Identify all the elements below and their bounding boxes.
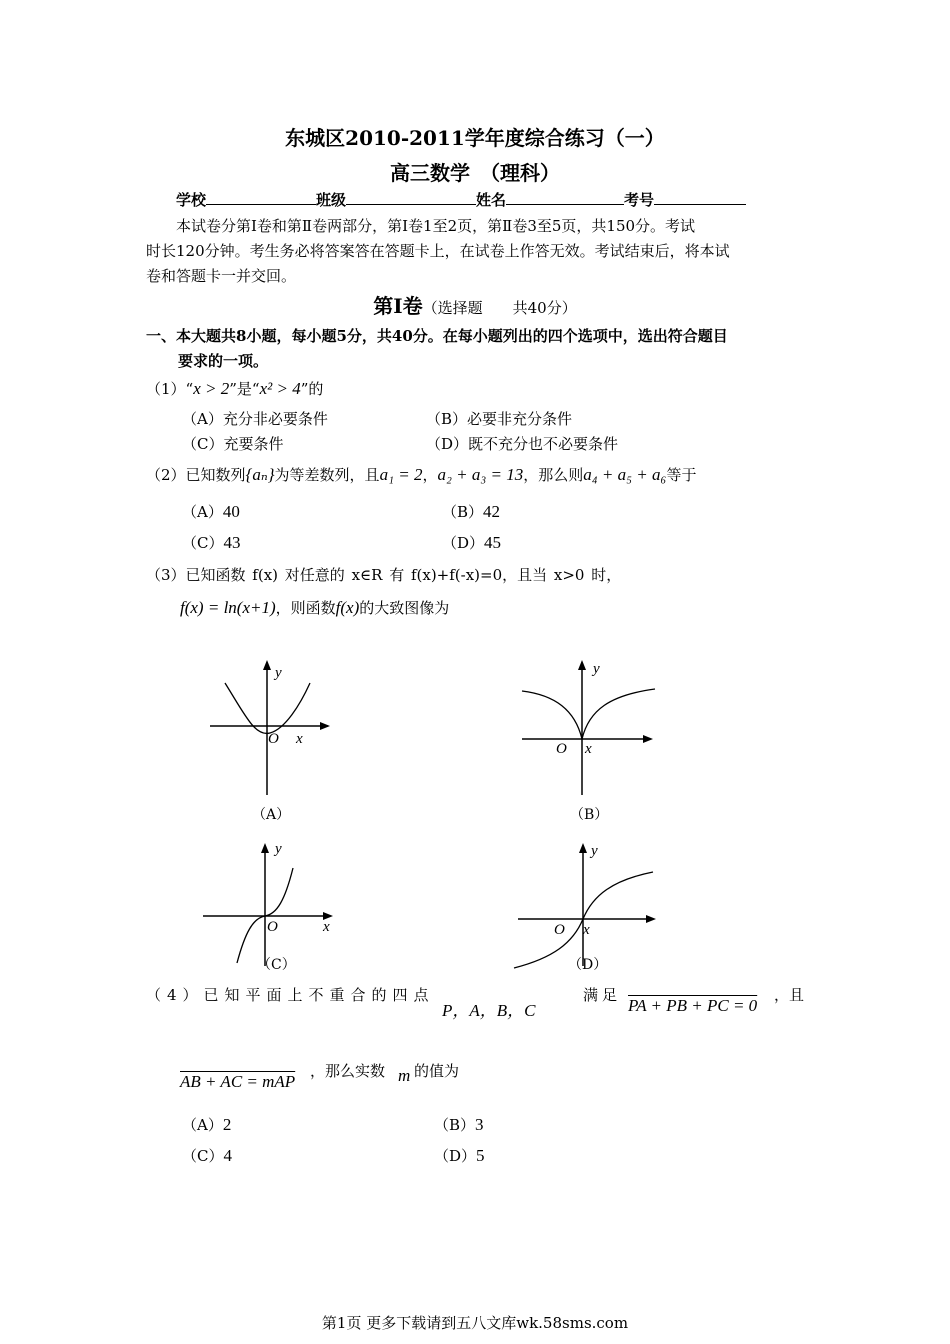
q2-number: （2）已知数列: [146, 466, 246, 484]
q1-number: （1）: [146, 380, 186, 398]
intro-line3: 卷和答题卡一并交回。: [146, 267, 297, 285]
q4-option-c[interactable]: （C）4: [182, 1146, 232, 1165]
q2-text-1: 为等差数列，且: [274, 466, 380, 484]
graph-d[interactable]: [508, 838, 658, 970]
field-name-label: 姓名: [476, 191, 507, 209]
q2-text-2: ，那么则: [523, 466, 584, 484]
q2-condition-2: a₂ + a₃ = 13: [437, 465, 524, 484]
question-2: [146, 464, 696, 485]
q2-option-d[interactable]: （D）45: [442, 533, 502, 552]
q2-option-a[interactable]: （A）40: [182, 502, 240, 521]
q4-variable-m: m: [398, 1066, 411, 1085]
q1-quote-open: “: [185, 380, 194, 398]
q4-option-d[interactable]: （D）5: [434, 1146, 485, 1165]
q4-option-a[interactable]: （A）2: [182, 1115, 232, 1134]
section-header: [0, 290, 950, 319]
q1-option-b[interactable]: （B）必要非充分条件: [426, 410, 573, 428]
q4-vector-equation-2: AB + AC = mAP: [180, 1072, 296, 1091]
graph-a[interactable]: [200, 655, 340, 800]
q4-text-and: ，且: [774, 986, 805, 1004]
svg-text:x: x: [296, 731, 303, 747]
q2-sequence: {aₙ}: [245, 465, 275, 484]
svg-text:O: O: [267, 919, 278, 935]
q1-quote-mid: ”是“: [229, 380, 260, 398]
q4-option-b[interactable]: （B）3: [434, 1115, 484, 1134]
svg-text:y: y: [593, 661, 600, 677]
q4-text-value: 的值为: [414, 1062, 460, 1080]
q3-function-def: f(x) = ln(x+1): [180, 598, 276, 617]
svg-text:y: y: [275, 841, 282, 857]
q2-text-3: 等于: [666, 466, 697, 484]
q2-option-b[interactable]: （B）42: [442, 502, 501, 521]
student-info-fields: [176, 189, 746, 210]
svg-text:y: y: [591, 843, 598, 859]
q1-option-c[interactable]: （C）充要条件: [182, 435, 284, 453]
part1-instruction-line1: 一、本大题共8小题，每小题5分，共40分。在每小题列出的四个选项中，选出符合题目: [146, 327, 728, 345]
graph-a-caption: （A）: [252, 807, 291, 823]
q1-option-d[interactable]: （D）既不充分也不必要条件: [426, 435, 619, 453]
field-name-blank[interactable]: [506, 190, 624, 205]
q3-line2: f(x) = ln(x+1)，则函数f(x)的大致图像为: [180, 598, 450, 617]
q2-expression: a₄ + a₅ + a₆: [583, 465, 667, 484]
q4-text-satisfy: 满足: [583, 986, 622, 1004]
q4-vector-equation-1: PA + PB + PC = 0: [628, 996, 758, 1015]
q2-option-c[interactable]: （C）43: [182, 533, 241, 552]
svg-text:x: x: [585, 741, 592, 757]
q4-points: P，A，B，C: [442, 1001, 536, 1020]
svg-text:O: O: [556, 741, 567, 757]
svg-text:O: O: [268, 731, 279, 747]
svg-text:O: O: [554, 922, 565, 938]
q1-condition-1: x > 2: [193, 379, 230, 398]
page-footer: 第1页 更多下载请到五八文库wk.58sms.com: [321, 1314, 629, 1332]
svg-text:x: x: [323, 919, 330, 935]
intro-line2: 时长120分钟。考生务必将答案答在答题卡上，在试卷上作答无效。考试结束后，将本试: [146, 242, 730, 260]
part1-instruction-line2: 要求的一项。: [178, 352, 269, 370]
field-number-label: 考号: [624, 191, 655, 209]
field-class-label: 班级: [316, 191, 347, 209]
graph-b[interactable]: [510, 655, 660, 800]
svg-text:x: x: [583, 922, 590, 938]
section-note: （选择题 共40分）: [422, 299, 577, 317]
graph-c[interactable]: [195, 838, 345, 968]
q4-line1: （4）已知平面上不重合的四点: [146, 986, 435, 1004]
q1-quote-close: ”的: [300, 380, 324, 398]
field-school-blank[interactable]: [206, 190, 316, 205]
intro-line1: 本试卷分第Ⅰ卷和第Ⅱ卷两部分，第Ⅰ卷1至2页，第Ⅱ卷3至5页，共150分。考试: [176, 217, 696, 235]
graph-c-caption: （C）: [257, 957, 296, 973]
field-number-blank[interactable]: [654, 190, 746, 205]
question-1: [146, 378, 323, 399]
graph-b-caption: （B）: [570, 807, 609, 823]
q2-condition-1: a₁ = 2: [379, 465, 423, 484]
exam-subtitle: 高三数学 （理科）: [390, 161, 560, 185]
exam-title: 东城区2010-2011学年度综合练习（一）: [285, 126, 665, 150]
q1-option-a[interactable]: （A）充分非必要条件: [182, 410, 328, 428]
q2-separator: ，: [422, 466, 438, 484]
field-school-label: 学校: [176, 191, 207, 209]
q3-line1: （3）已知函数 f(x) 对任意的 x∈R 有 f(x)+f(-x)=0，且当 x>0 时，: [146, 566, 622, 584]
section-title: 第Ⅰ卷: [373, 294, 423, 318]
field-class-blank[interactable]: [346, 190, 476, 205]
q1-condition-2: x² > 4: [259, 379, 301, 398]
graph-d-caption: （D）: [568, 957, 608, 973]
q4-text-real: ，那么实数: [310, 1062, 386, 1080]
svg-text:y: y: [275, 665, 282, 681]
